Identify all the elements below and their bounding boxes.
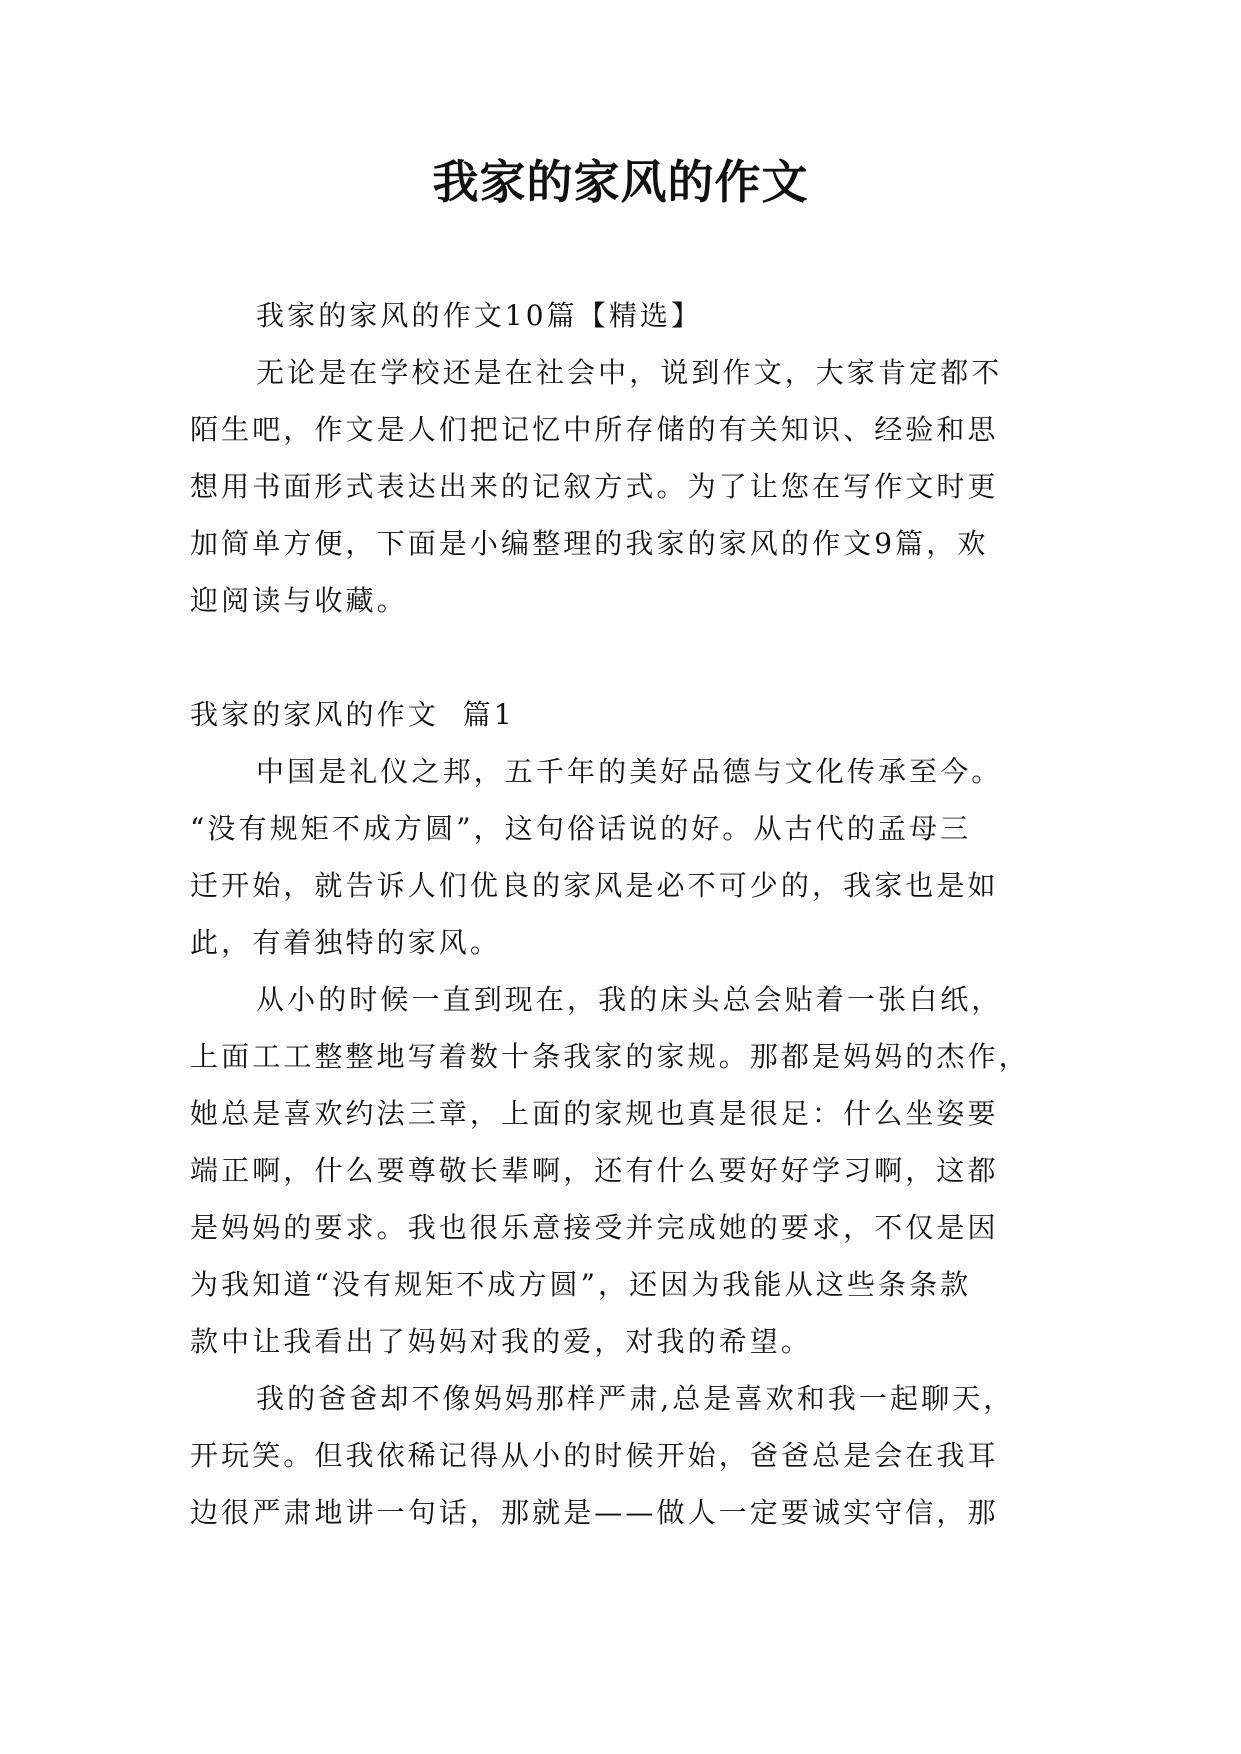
paragraph-line: 端正啊，什么要尊敬长辈啊，还有什么要好好学习啊，这都 [190,1154,999,1187]
paragraph-line: 从小的时候一直到现在，我的床头总会贴着一张白纸， [256,983,1003,1016]
intro-line: 陌生吧，作文是人们把记忆中所存储的有关知识、经验和思 [190,413,999,446]
body-paragraph-1 [190,743,1050,971]
paragraph-line: 边很严肃地讲一句话，那就是——做人一定要诚实守信，那 [190,1496,999,1529]
paragraph-line: 上面工工整整地写着数十条我家的家规。那都是妈妈的杰作， [190,1040,1030,1073]
paragraph-line: 是妈妈的要求。我也很乐意接受并完成她的要求，不仅是因 [190,1211,999,1244]
section-heading: 我家的家风的作文 篇1 [190,698,515,731]
paragraph-line: 她总是喜欢约法三章，上面的家规也真是很足：什么坐姿要 [190,1097,999,1130]
paragraph-line: 为我知道“没有规矩不成方圆”，还因为我能从这些条条款 [190,1268,972,1301]
intro-line: 加简单方便，下面是小编整理的我家的家风的作文9篇，欢 [190,527,989,560]
body-paragraph-3 [190,1370,1050,1541]
paragraph-line: 我的爸爸却不像妈妈那样严肃,总是喜欢和我一起聊天， [256,1382,1015,1415]
paragraph-line: “没有规矩不成方圆”，这句俗话说的好。从古代的孟母三 [190,812,972,845]
intro-paragraph [190,344,1050,629]
paragraph-line: 此，有着独特的家风。 [190,926,502,959]
paragraph-line: 款中让我看出了妈妈对我的爱，对我的希望。 [190,1325,813,1358]
intro-line: 无论是在学校还是在社会中，说到作文，大家肯定都不 [256,356,1003,389]
document-subtitle: 我家的家风的作文10篇【精选】 [256,299,703,332]
document-body [190,287,1050,1541]
paragraph-line: 开玩笑。但我依稀记得从小的时候开始，爸爸总是会在我耳 [190,1439,999,1472]
body-paragraph-2 [190,971,1050,1370]
paragraph-line: 迁开始，就告诉人们优良的家风是必不可少的，我家也是如 [190,869,999,902]
intro-line: 想用书面形式表达出来的记叙方式。为了让您在写作文时更 [190,470,999,503]
intro-line: 迎阅读与收藏。 [190,584,408,617]
blank-line [190,629,1050,686]
paragraph-line: 中国是礼仪之邦，五千年的美好品德与文化传承至今。 [256,755,1003,788]
document-title: 我家的家风的作文 [432,155,809,209]
